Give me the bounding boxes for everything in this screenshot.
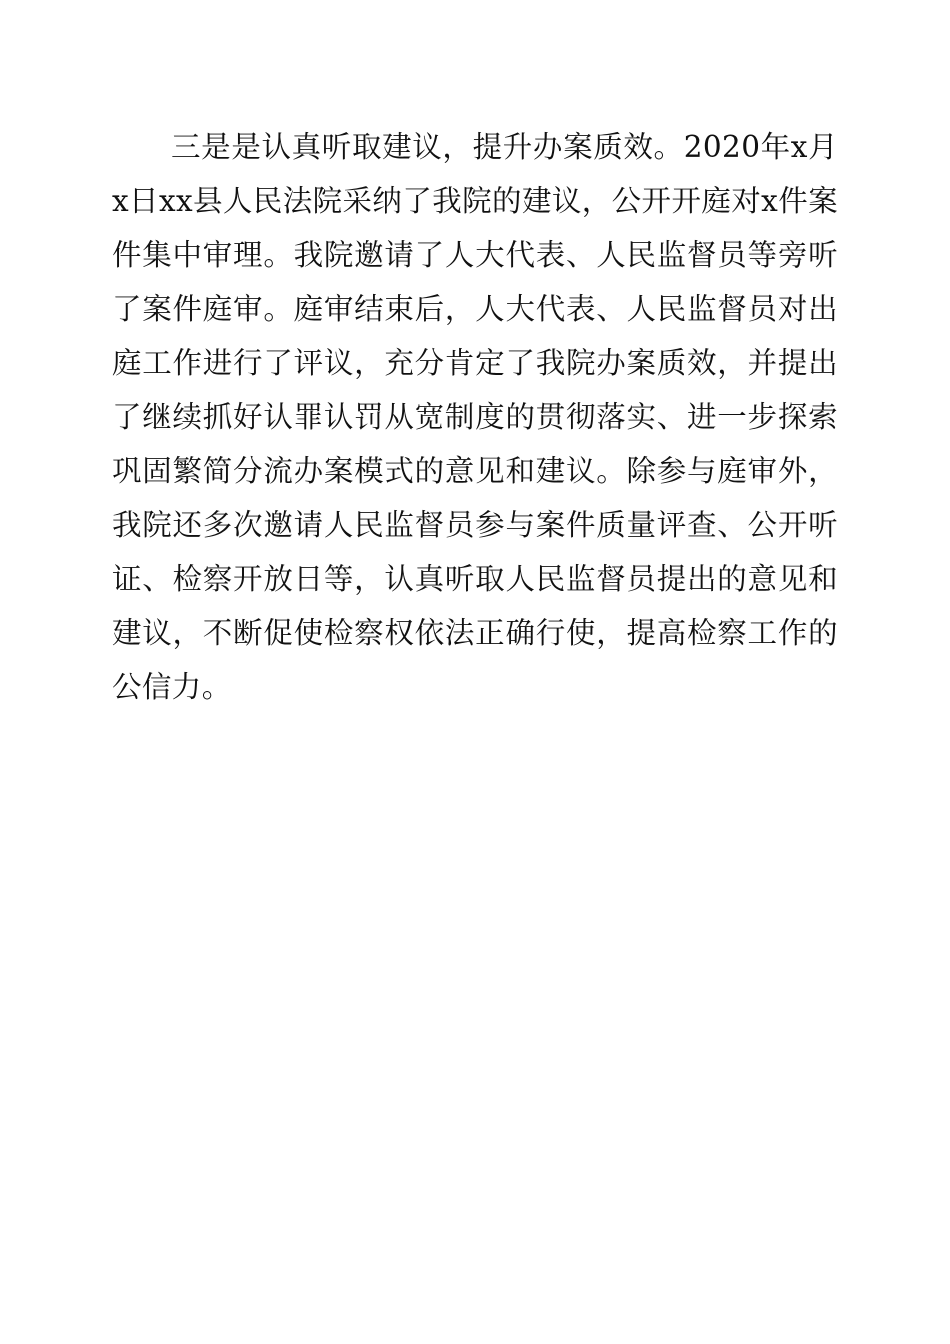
document-body: [112, 120, 838, 714]
body-paragraph: 三是是认真听取建议，提升办案质效。2020年x月x日xx县人民法院采纳了我院的建议，公开开庭对x件案件集中审理。我院邀请了人大代表、人民监督员等旁听了案件庭审。庭审结束后，人大代表、人民监督员对出庭工作进行了评议，充分肯定了我院办案质效，并提出了继续抓好认罪认罚从宽制度的贯彻落实、进一步探索巩固繁简分流办案模式的意见和建议。除参与庭审外，我院还多次邀请人民监督员参与案件质量评查、公开听证、检察开放日等，认真听取人民监督员提出的意见和建议，不断促使检察权依法正确行使，提高检察工作的公信力。: [112, 130, 838, 704]
